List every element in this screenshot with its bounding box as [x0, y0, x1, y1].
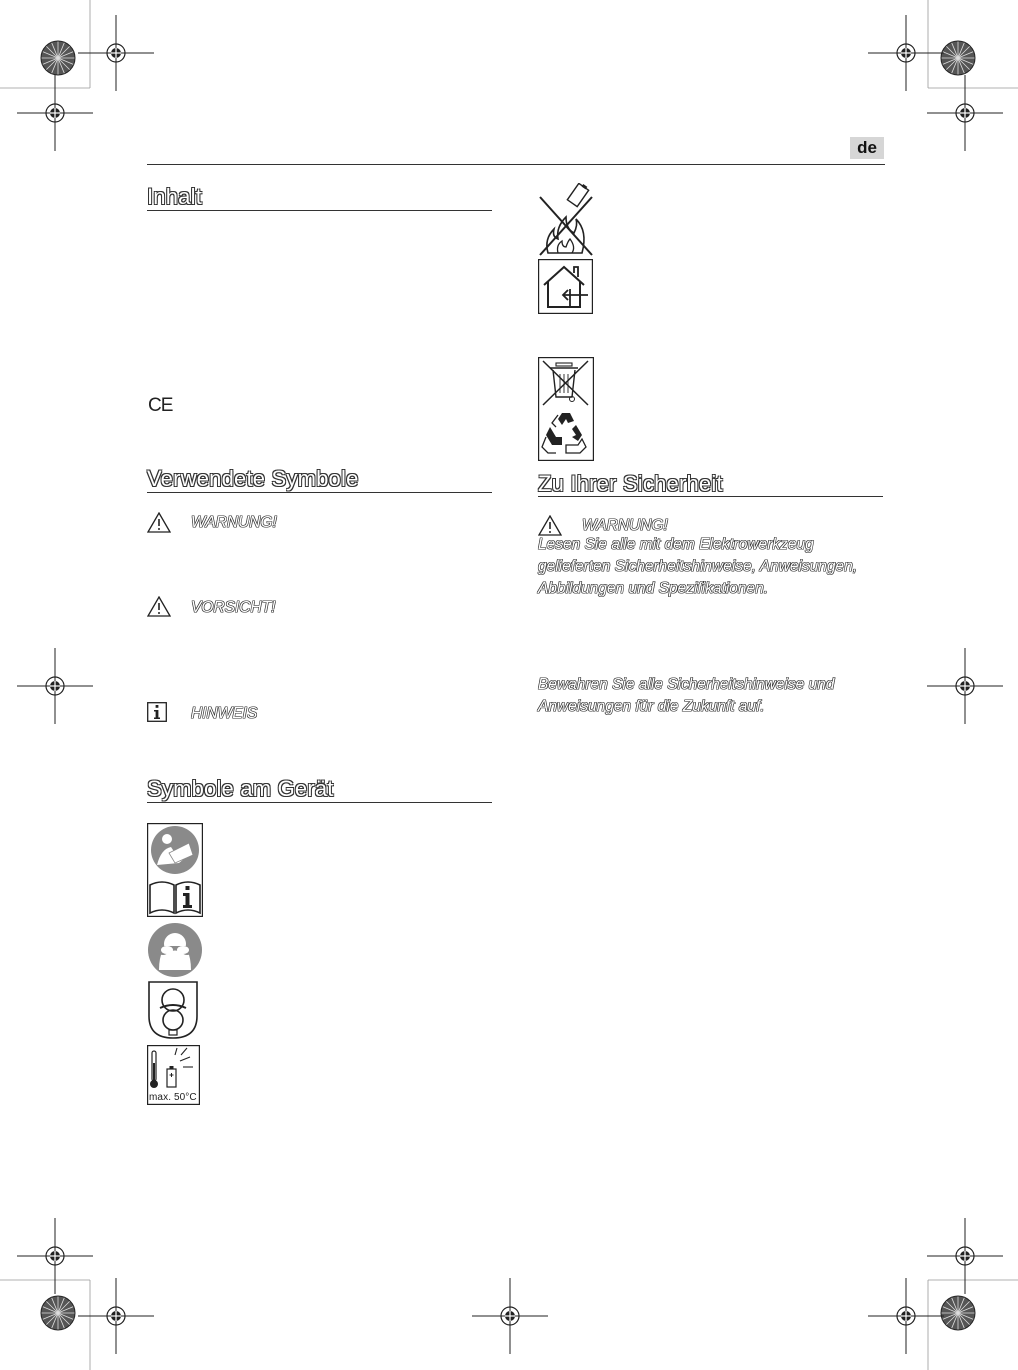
device-symbols-heading: Symbole am Gerät — [147, 776, 334, 801]
max-temperature-label: max. 50°C — [149, 1092, 197, 1103]
eye-protection-icon — [147, 922, 203, 978]
info-icon — [147, 702, 167, 722]
language-badge: de — [850, 137, 884, 159]
warning-triangle-icon — [147, 512, 171, 533]
contents-heading: Inhalt — [147, 184, 203, 209]
no-fire-battery-icon — [538, 183, 594, 257]
ce-mark: CE — [148, 395, 173, 416]
device-symbols-heading-rule — [147, 802, 492, 803]
safety-heading: Zu Ihrer Sicherheit — [538, 471, 723, 496]
waste-recycling-icon — [538, 357, 594, 461]
indoor-use-icon — [538, 259, 593, 314]
caution-triangle-icon — [147, 596, 171, 617]
read-manual-icon — [147, 823, 203, 917]
safety-paragraph-2: Bewahren Sie alle Sicherheitshinweise und Anweisungen für die Zukunft auf. — [538, 676, 835, 715]
warning-label: WARNUNG! — [191, 514, 277, 531]
contents-heading-rule — [147, 210, 492, 211]
safety-paragraph-1: Lesen Sie alle mit dem Elektrowerkzeug gelieferten Sicherheitshinweise, Anweisungen, Abbildungen und Spezifikationen. — [538, 536, 858, 597]
safety-warning-label: WARNUNG! — [582, 517, 668, 534]
safety-heading-rule — [538, 496, 883, 497]
hearing-protection-icon — [147, 980, 199, 1040]
note-label: HINWEIS — [191, 705, 258, 722]
symbols-used-heading-rule — [147, 492, 492, 493]
caution-label: VORSICHT! — [191, 599, 276, 616]
safety-warning-triangle-icon — [538, 515, 562, 536]
symbols-used-heading: Verwendete Symbole — [147, 466, 359, 491]
header-rule — [147, 164, 885, 165]
